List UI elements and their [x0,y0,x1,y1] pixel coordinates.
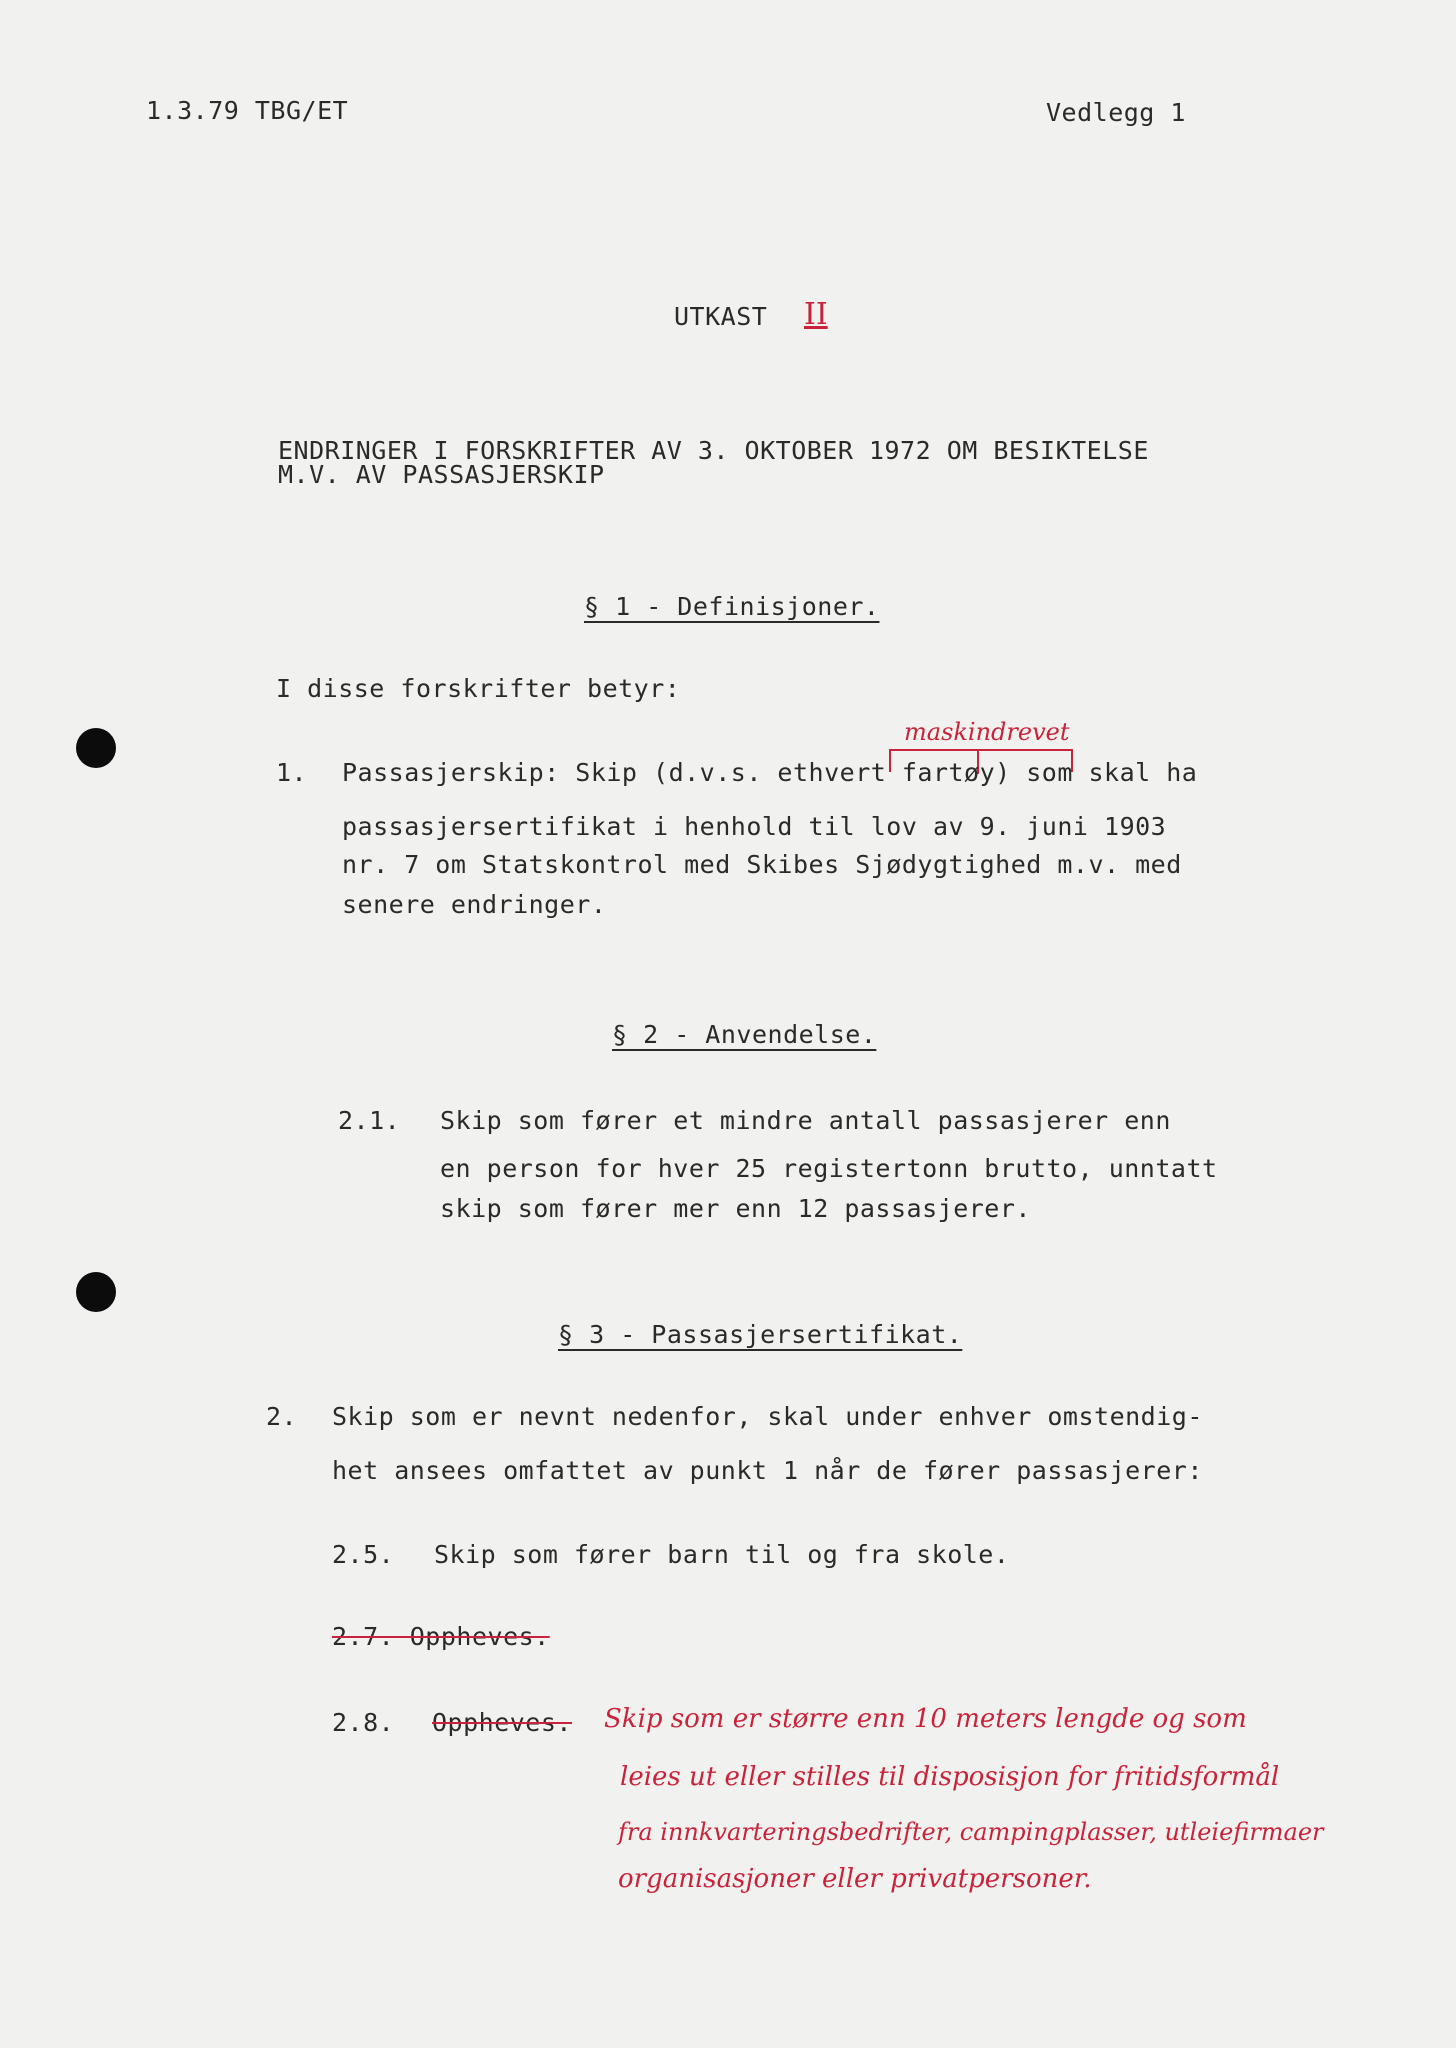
section3-line1: Skip som er nevnt nedenfor, skal under enhver omstendig- [332,1402,1203,1431]
handwritten-amendment-line1: Skip som er større enn 10 meters lengde og som [604,1704,1247,1734]
header-attachment: Vedlegg 1 [1046,98,1186,127]
section1-line1: Passasjerskip: Skip (d.v.s. ethvert fartøy) som skal ha [342,758,1198,787]
punch-hole-top [76,728,116,768]
handwritten-amendment-line3: fra innkvarteringsbedrifter, campingplasser, utleiefirmaer [618,1818,1324,1846]
item-2-8-struck: Oppheves. [432,1708,572,1737]
section2-heading: § 2 - Anvendelse. [612,1020,877,1049]
item-2-5-number: 2.5. [332,1540,395,1569]
handwritten-amendment-line4: organisasjoner eller privatpersoner. [618,1864,1092,1894]
section2-line1: Skip som fører et mindre antall passasjerer enn [440,1106,1171,1135]
section1-intro: I disse forskrifter betyr: [276,674,681,703]
document-heading-line2: M.V. AV PASSASJERSKIP [278,460,605,489]
item-2-8-number: 2.8. [332,1708,395,1737]
item-2-5-text: Skip som fører barn til og fra skole. [434,1540,1010,1569]
section3-line2: het ansees omfattet av punkt 1 når de fører passasjerer: [332,1456,1203,1485]
item-2-7-struck: 2.7. Oppheves. [332,1622,550,1651]
handwritten-insertion: maskindrevet [904,718,1070,746]
draft-label: UTKAST [674,302,768,331]
header-date-ref: 1.3.79 TBG/ET [146,96,349,125]
section1-line2: passasjersertifikat i henhold til lov av 9. juni 1903 [342,812,1167,841]
handwritten-amendment-line2: leies ut eller stilles til disposisjon for fritidsformål [620,1762,1280,1792]
section2-line3: skip som fører mer enn 12 passasjerer. [440,1194,1031,1223]
section1-line4: senere endringer. [342,890,607,919]
section1-item-number: 1. [276,758,308,787]
section1-line3: nr. 7 om Statskontrol med Skibes Sjødygtighed m.v. med [342,850,1182,879]
draft-number-mark: II [804,297,828,332]
section2-item-number: 2.1. [338,1106,401,1135]
document-heading-line1: ENDRINGER I FORSKRIFTER AV 3. OKTOBER 1972 OM BESIKTELSE [278,436,1149,465]
punch-hole-bottom [76,1272,116,1312]
section3-heading: § 3 - Passasjersertifikat. [558,1320,963,1349]
section3-item-number: 2. [266,1402,298,1431]
section1-heading: § 1 - Definisjoner. [584,592,880,621]
section2-line2: en person for hver 25 registertonn brutto, unntatt [440,1154,1218,1183]
